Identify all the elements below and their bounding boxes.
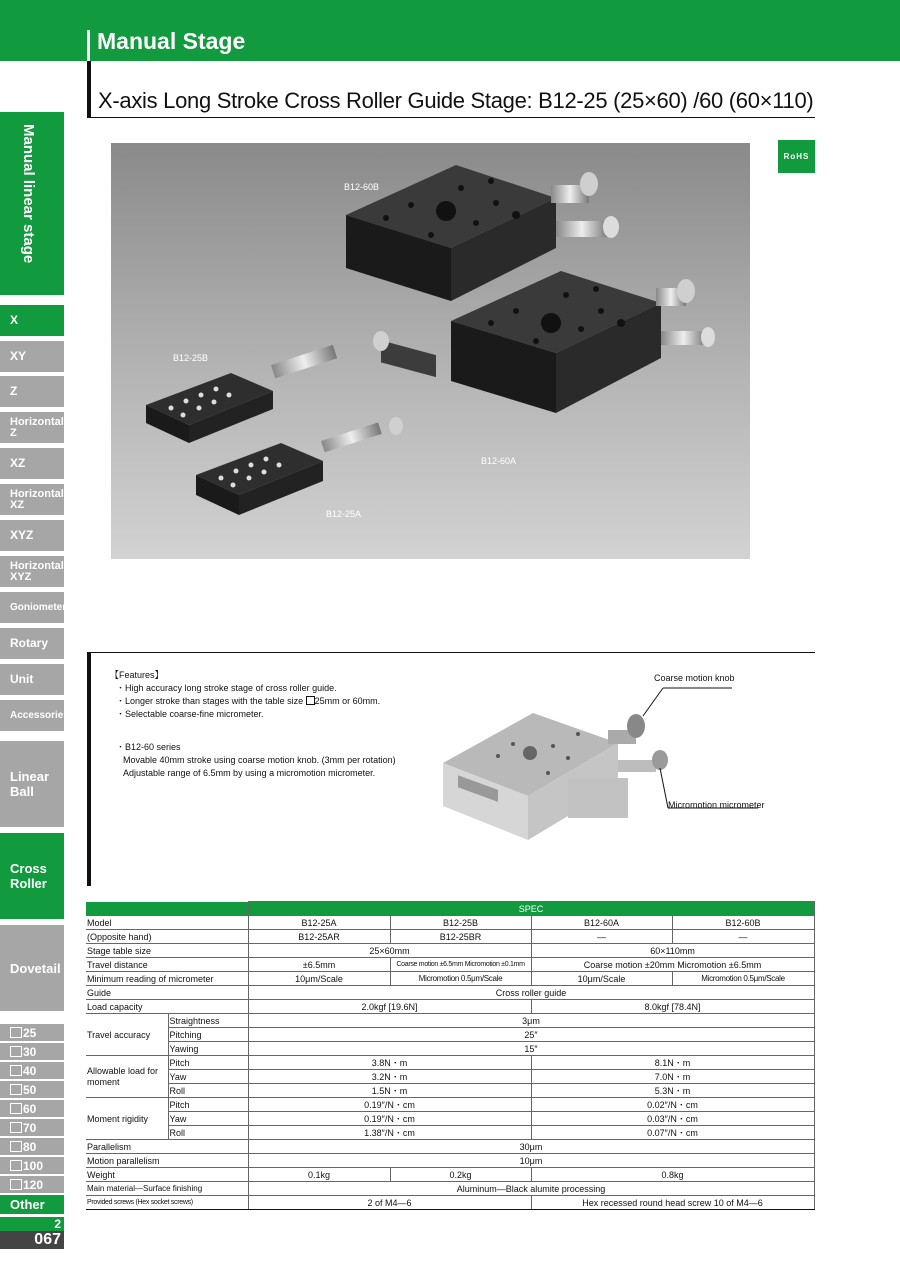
spec-header: SPEC xyxy=(248,902,814,916)
features-rule xyxy=(87,652,815,653)
sidebar-item-z[interactable]: Z xyxy=(0,376,64,407)
table-cell: 10μm/Scale xyxy=(248,972,390,986)
table-row xyxy=(86,1070,814,1084)
sidebar-item-goniometer[interactable]: Goniometer xyxy=(0,592,64,623)
subtitle-bar xyxy=(87,61,91,118)
table-row xyxy=(86,1014,814,1028)
sidebar-item-xy[interactable]: XY xyxy=(0,341,64,372)
sidebar-item-unit[interactable]: Unit xyxy=(0,664,64,695)
table-cell: 0.19″/N・cm xyxy=(248,1098,531,1112)
row-label: Provided screws (Hex socket screws) xyxy=(86,1196,248,1210)
sub-label: Roll xyxy=(168,1126,248,1140)
sub-label: Yawing xyxy=(168,1042,248,1056)
table-cell: 0.8kg xyxy=(531,1168,814,1182)
size-item-70[interactable] xyxy=(0,1119,64,1136)
table-cell: 3.2N・m xyxy=(248,1070,531,1084)
square-icon xyxy=(306,696,315,705)
table-cell: 3.8N・m xyxy=(248,1056,531,1070)
row-label: (Opposite hand) xyxy=(86,930,248,944)
table-row xyxy=(86,1028,814,1042)
sidebar-item-rotary[interactable]: Rotary xyxy=(0,628,64,659)
table-row xyxy=(86,1196,814,1210)
table-cell: — xyxy=(672,930,814,944)
row-label: Main material—Surface finishing xyxy=(86,1182,248,1196)
sidebar-item-horizontal-xyz[interactable] xyxy=(0,556,64,587)
sidebar-item-label: Horizontal XYZ xyxy=(10,559,64,583)
table-cell: 10μm xyxy=(248,1154,814,1168)
table-row xyxy=(86,944,814,958)
features-text xyxy=(110,669,396,780)
table-row xyxy=(86,1098,814,1112)
table-cell: 3μm xyxy=(248,1014,814,1028)
table-cell: Hex recessed round head screw 10 of M4—6 xyxy=(531,1196,814,1210)
product-title: X-axis Long Stroke Cross Roller Guide Stage: B12-25 (25×60) /60 (60×110) xyxy=(98,88,814,113)
sub-label: Yaw xyxy=(168,1070,248,1084)
table-row xyxy=(86,1168,814,1182)
table-row xyxy=(86,1056,814,1070)
feature-text: ・Longer stroke than stages with the table size xyxy=(116,696,306,706)
page-number-box xyxy=(0,1217,64,1249)
table-cell: 10μm/Scale xyxy=(531,972,672,986)
square-icon xyxy=(10,1065,22,1076)
header-divider xyxy=(87,30,90,61)
table-cell: 0.02″/N・cm xyxy=(531,1098,814,1112)
feature-text: 25mm or 60mm. xyxy=(314,696,381,706)
series-line: Adjustable range of 6.5mm by using a micromotion micrometer. xyxy=(123,768,376,778)
size-item-25[interactable] xyxy=(0,1024,64,1041)
photo-label-b12-60b: B12-60B xyxy=(344,182,380,192)
square-icon xyxy=(10,1046,22,1057)
size-label: 100 xyxy=(23,1158,44,1173)
size-label: 60 xyxy=(23,1101,37,1116)
table-cell: B12-25B xyxy=(390,916,531,930)
square-icon xyxy=(10,1084,22,1095)
callout-coarse-knob: Coarse motion knob xyxy=(654,673,735,683)
square-icon xyxy=(10,1103,22,1114)
row-label: Motion parallelism xyxy=(86,1154,248,1168)
feature-item xyxy=(110,695,396,708)
table-cell: Aluminum—Black alumite processing xyxy=(248,1182,814,1196)
photo-label-b12-25a: B12-25A xyxy=(326,509,362,519)
row-label: Minimum reading of micrometer xyxy=(86,972,248,986)
table-cell: 25″ xyxy=(248,1028,814,1042)
table-row xyxy=(86,1154,814,1168)
subtitle-block xyxy=(87,61,815,118)
table-cell: 7.0N・m xyxy=(531,1070,814,1084)
size-item-120[interactable] xyxy=(0,1176,64,1193)
table-cell: 25×60mm xyxy=(248,944,531,958)
table-cell: Coarse motion ±6.5mm Micromotion ±0.1mm xyxy=(390,958,531,972)
square-icon xyxy=(10,1122,22,1133)
table-row xyxy=(86,930,814,944)
size-label: 25 xyxy=(23,1025,37,1040)
size-item-40[interactable] xyxy=(0,1062,64,1079)
table-cell: 8.1N・m xyxy=(531,1056,814,1070)
table-cell: Micromotion 0.5μm/Scale xyxy=(672,972,814,986)
size-item-60[interactable] xyxy=(0,1100,64,1117)
table-row xyxy=(86,972,814,986)
table-row xyxy=(86,1084,814,1098)
sidebar-item-xz[interactable]: XZ xyxy=(0,448,64,479)
table-cell: 2 of M4—6 xyxy=(248,1196,531,1210)
table-row xyxy=(86,1126,814,1140)
row-label: Travel distance xyxy=(86,958,248,972)
size-item-80[interactable] xyxy=(0,1138,64,1155)
row-label: Weight xyxy=(86,1168,248,1182)
size-label: 50 xyxy=(23,1082,37,1097)
size-label: 120 xyxy=(23,1177,44,1192)
photo-label-b12-25b: B12-25B xyxy=(173,353,209,363)
size-item-other[interactable]: Other xyxy=(0,1195,64,1214)
photo-label-b12-60a: B12-60A xyxy=(481,456,517,466)
table-cell: 1.38″/N・cm xyxy=(248,1126,531,1140)
table-row xyxy=(86,1182,814,1196)
table-cell: B12-60A xyxy=(531,916,672,930)
sub-label: Yaw xyxy=(168,1112,248,1126)
sidebar-item-x[interactable]: X xyxy=(0,305,64,336)
row-label: Guide xyxy=(86,986,248,1000)
size-label: 70 xyxy=(23,1120,37,1135)
sidebar-item-dovetail[interactable]: Dovetail xyxy=(0,925,64,1011)
table-cell: 0.03″/N・cm xyxy=(531,1112,814,1126)
table-cell: B12-60B xyxy=(672,916,814,930)
feature-item: ・High accuracy long stroke stage of cross roller guide. xyxy=(116,683,337,693)
sidebar-category-label: Manual linear stage xyxy=(20,124,37,264)
row-label: Travel accuracy xyxy=(86,1014,168,1056)
size-label: 80 xyxy=(23,1139,37,1154)
table-row xyxy=(86,902,814,916)
table-cell: Micromotion 0.5μm/Scale xyxy=(390,972,531,986)
product-photo xyxy=(111,143,750,559)
table-cell: 0.19″/N・cm xyxy=(248,1112,531,1126)
table-row xyxy=(86,958,814,972)
sub-label: Pitching xyxy=(168,1028,248,1042)
rohs-badge: RoHS xyxy=(778,140,815,173)
size-item-30[interactable] xyxy=(0,1043,64,1060)
callout-micrometer: Micromotion micrometer xyxy=(668,800,765,810)
size-item-50[interactable] xyxy=(0,1081,64,1098)
table-cell: 2.0kgf [19.6N] xyxy=(248,1000,531,1014)
table-cell: B12-25A xyxy=(248,916,390,930)
table-cell: B12-25BR xyxy=(390,930,531,944)
row-label: Load capacity xyxy=(86,1000,248,1014)
table-row xyxy=(86,986,814,1000)
row-label: Model xyxy=(86,916,248,930)
sidebar-item-xyz[interactable]: XYZ xyxy=(0,520,64,551)
table-cell: 8.0kgf [78.4N] xyxy=(531,1000,814,1014)
table-cell: ±6.5mm xyxy=(248,958,390,972)
features-bar xyxy=(87,652,91,886)
size-label: 30 xyxy=(23,1044,37,1059)
table-cell: 5.3N・m xyxy=(531,1084,814,1098)
section-number: 2 xyxy=(0,1217,64,1231)
sub-label: Pitch xyxy=(168,1056,248,1070)
table-cell: Cross roller guide xyxy=(248,986,814,1000)
table-cell: 30μm xyxy=(248,1140,814,1154)
series-line: Movable 40mm stroke using coarse motion knob. (3mm per rotation) xyxy=(123,755,396,765)
square-icon xyxy=(10,1179,22,1190)
sidebar-item-accessories[interactable]: Accessories xyxy=(0,700,64,731)
table-row xyxy=(86,1000,814,1014)
table-cell: 0.1kg xyxy=(248,1168,390,1182)
size-label: 40 xyxy=(23,1063,37,1078)
table-cell: 15″ xyxy=(248,1042,814,1056)
sidebar-item-label: Cross Roller xyxy=(10,861,47,891)
sidebar-item-cross-roller[interactable] xyxy=(0,833,64,919)
sidebar-item-horizontal-xz[interactable] xyxy=(0,484,64,515)
square-icon xyxy=(10,1027,22,1038)
feature-item: ・Selectable coarse-fine micrometer. xyxy=(116,709,264,719)
sub-label: Straightness xyxy=(168,1014,248,1028)
row-label: Allowable load for moment xyxy=(86,1056,168,1098)
row-label: Moment rigidity xyxy=(86,1098,168,1140)
table-cell: 0.07″/N・cm xyxy=(531,1126,814,1140)
series-heading: ・B12-60 series xyxy=(116,742,181,752)
sub-label: Pitch xyxy=(168,1098,248,1112)
page-number: 067 xyxy=(0,1231,64,1249)
sidebar-item-label: Horizontal Z xyxy=(10,415,64,439)
spec-table xyxy=(86,901,815,1210)
sidebar-item-label: Horizontal XZ xyxy=(10,487,64,511)
size-item-100[interactable] xyxy=(0,1157,64,1174)
table-row xyxy=(86,916,814,930)
table-row xyxy=(86,1042,814,1056)
sidebar-item-horizontal-z[interactable] xyxy=(0,412,64,443)
table-cell: 0.2kg xyxy=(390,1168,531,1182)
row-label: Stage table size xyxy=(86,944,248,958)
table-cell: 60×110mm xyxy=(531,944,814,958)
table-row xyxy=(86,1140,814,1154)
square-icon xyxy=(10,1160,22,1171)
page-title: Manual Stage xyxy=(97,28,246,54)
table-cell: Coarse motion ±20mm Micromotion ±6.5mm xyxy=(531,958,814,972)
square-icon xyxy=(10,1141,22,1152)
sidebar-item-label: Linear Ball xyxy=(10,769,50,799)
stage-diagram xyxy=(438,668,798,848)
sidebar-item-linear-ball[interactable] xyxy=(0,741,64,827)
table-cell: 1.5N・m xyxy=(248,1084,531,1098)
table-cell xyxy=(86,902,248,916)
table-cell: — xyxy=(531,930,672,944)
sub-label: Roll xyxy=(168,1084,248,1098)
sidebar-category[interactable] xyxy=(0,112,64,295)
table-cell: B12-25AR xyxy=(248,930,390,944)
table-row xyxy=(86,1112,814,1126)
row-label: Parallelism xyxy=(86,1140,248,1154)
features-heading: 【Features】 xyxy=(110,670,164,680)
header-bar xyxy=(0,0,900,61)
